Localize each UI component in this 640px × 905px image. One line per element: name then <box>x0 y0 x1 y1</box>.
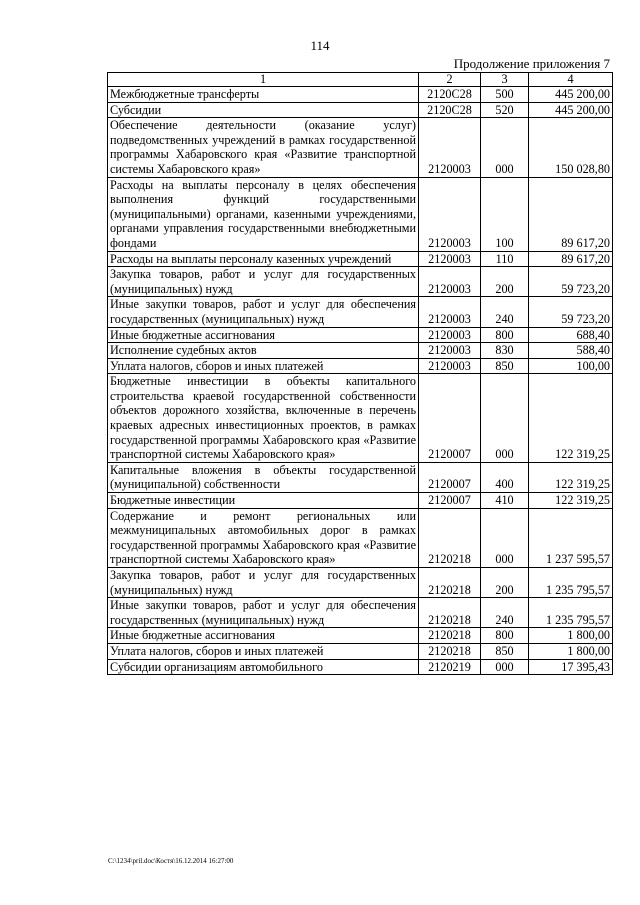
row-expense-type-cell: 000 <box>481 118 529 177</box>
row-name-cell: Иные закупки товаров, работ и услуг для обеспечения государственных (муниципальных) нужд <box>108 598 419 628</box>
header-row <box>108 73 613 87</box>
row-amount-cell: 1 237 595,57 <box>529 508 613 567</box>
row-expense-type-cell: 500 <box>481 87 529 103</box>
row-amount-cell: 89 617,20 <box>529 251 613 267</box>
row-name-cell: Исполнение судебных актов <box>108 343 419 359</box>
row-code-cell: 2120003 <box>419 251 481 267</box>
row-name-cell: Уплата налогов, сборов и иных платежей <box>108 358 419 374</box>
table-row <box>108 251 613 267</box>
row-amount-cell: 1 235 795,57 <box>529 568 613 598</box>
row-name-cell: Расходы на выплаты персоналу казенных учреждений <box>108 251 419 267</box>
table-row <box>108 568 613 598</box>
row-amount-cell: 122 319,25 <box>529 462 613 492</box>
file-path-footer: C:\1234\pril.doc\Костя\16.12.2014 16:27:00 <box>108 857 234 865</box>
row-name-cell: Субсидии организациям автомобильного <box>108 659 419 675</box>
row-amount-cell: 1 800,00 <box>529 628 613 644</box>
table-row <box>108 343 613 359</box>
budget-table <box>107 72 613 675</box>
row-name-cell: Содержание и ремонт региональных или межмуниципальных автомобильных дорог в рамках государственной программы Хабаровского края «Развитие транспортной системы Хабаровского края» <box>108 508 419 567</box>
row-name-cell: Межбюджетные трансферты <box>108 87 419 103</box>
row-expense-type-cell: 520 <box>481 102 529 118</box>
row-expense-type-cell: 400 <box>481 462 529 492</box>
table-row <box>108 118 613 177</box>
row-amount-cell: 150 028,80 <box>529 118 613 177</box>
row-code-cell: 2120218 <box>419 568 481 598</box>
table-row <box>108 87 613 103</box>
row-expense-type-cell: 830 <box>481 343 529 359</box>
row-code-cell: 2120003 <box>419 327 481 343</box>
row-expense-type-cell: 110 <box>481 251 529 267</box>
row-code-cell: 2120219 <box>419 659 481 675</box>
row-amount-cell: 688,40 <box>529 327 613 343</box>
table-row <box>108 177 613 251</box>
row-code-cell: 2120218 <box>419 643 481 659</box>
row-name-cell: Уплата налогов, сборов и иных платежей <box>108 643 419 659</box>
row-amount-cell: 59 723,20 <box>529 297 613 327</box>
row-amount-cell: 89 617,20 <box>529 177 613 251</box>
row-name-cell: Закупка товаров, работ и услуг для государственных (муниципальных) нужд <box>108 568 419 598</box>
row-expense-type-cell: 200 <box>481 267 529 297</box>
row-amount-cell: 445 200,00 <box>529 102 613 118</box>
column-header-amount: 4 <box>529 73 613 87</box>
table-row <box>108 297 613 327</box>
page-number: 114 <box>310 38 330 53</box>
row-code-cell: 2120С28 <box>419 102 481 118</box>
table-row <box>108 628 613 644</box>
row-name-cell: Субсидии <box>108 102 419 118</box>
row-expense-type-cell: 240 <box>481 297 529 327</box>
row-code-cell: 2120003 <box>419 177 481 251</box>
table-body <box>108 87 613 675</box>
table-row <box>108 508 613 567</box>
column-header-name: 1 <box>108 73 419 87</box>
row-name-cell: Бюджетные инвестиции <box>108 493 419 509</box>
row-expense-type-cell: 000 <box>481 374 529 463</box>
table-row <box>108 102 613 118</box>
row-code-cell: 2120007 <box>419 493 481 509</box>
row-expense-type-cell: 240 <box>481 598 529 628</box>
row-expense-type-cell: 000 <box>481 659 529 675</box>
table-row <box>108 267 613 297</box>
row-expense-type-cell: 410 <box>481 493 529 509</box>
column-header-expense-type: 3 <box>481 73 529 87</box>
row-amount-cell: 59 723,20 <box>529 267 613 297</box>
row-expense-type-cell: 000 <box>481 508 529 567</box>
table-row <box>108 598 613 628</box>
row-code-cell: 2120003 <box>419 358 481 374</box>
row-expense-type-cell: 100 <box>481 177 529 251</box>
row-name-cell: Иные бюджетные ассигнования <box>108 628 419 644</box>
row-name-cell: Иные закупки товаров, работ и услуг для обеспечения государственных (муниципальных) нужд <box>108 297 419 327</box>
row-expense-type-cell: 800 <box>481 327 529 343</box>
row-code-cell: 2120С28 <box>419 87 481 103</box>
row-code-cell: 2120003 <box>419 343 481 359</box>
appendix-continuation-label: Продолжение приложения 7 <box>453 56 610 71</box>
row-name-cell: Расходы на выплаты персоналу в целях обеспечения выполнения функций государственными (муниципальными) органами, казенными учреждениями, органами управления государственными внебюджетными фондами <box>108 177 419 251</box>
row-name-cell: Капитальные вложения в объекты государственной (муниципальной) собственности <box>108 462 419 492</box>
row-expense-type-cell: 200 <box>481 568 529 598</box>
row-name-cell: Бюджетные инвестиции в объекты капитального строительства краевой государственной собственности объектов дорожного хозяйства, включенные в перечень краевых адресных инвестиционных проектов, в рамках государственной программы Хабаровского края «Развитие транспортной системы Хабаровского края» <box>108 374 419 463</box>
row-expense-type-cell: 850 <box>481 358 529 374</box>
table-row <box>108 493 613 509</box>
table-row <box>108 358 613 374</box>
row-amount-cell: 445 200,00 <box>529 87 613 103</box>
row-code-cell: 2120007 <box>419 462 481 492</box>
row-amount-cell: 1 235 795,57 <box>529 598 613 628</box>
row-code-cell: 2120218 <box>419 508 481 567</box>
row-expense-type-cell: 850 <box>481 643 529 659</box>
row-code-cell: 2120003 <box>419 267 481 297</box>
table-row <box>108 462 613 492</box>
row-code-cell: 2120218 <box>419 598 481 628</box>
table-row <box>108 374 613 463</box>
row-name-cell: Иные бюджетные ассигнования <box>108 327 419 343</box>
row-amount-cell: 122 319,25 <box>529 374 613 463</box>
row-amount-cell: 588,40 <box>529 343 613 359</box>
table-row <box>108 327 613 343</box>
row-code-cell: 2120007 <box>419 374 481 463</box>
table-header <box>108 73 613 87</box>
row-name-cell: Обеспечение деятельности (оказание услуг) подведомственных учреждений в рамках государственной программы Хабаровского края «Развитие транспортной системы Хабаровского края» <box>108 118 419 177</box>
row-name-cell: Закупка товаров, работ и услуг для государственных (муниципальных) нужд <box>108 267 419 297</box>
row-amount-cell: 100,00 <box>529 358 613 374</box>
row-code-cell: 2120003 <box>419 118 481 177</box>
row-amount-cell: 17 395,43 <box>529 659 613 675</box>
table-row <box>108 643 613 659</box>
row-amount-cell: 1 800,00 <box>529 643 613 659</box>
row-expense-type-cell: 800 <box>481 628 529 644</box>
column-header-code: 2 <box>419 73 481 87</box>
row-code-cell: 2120003 <box>419 297 481 327</box>
table-row <box>108 659 613 675</box>
row-code-cell: 2120218 <box>419 628 481 644</box>
row-amount-cell: 122 319,25 <box>529 493 613 509</box>
